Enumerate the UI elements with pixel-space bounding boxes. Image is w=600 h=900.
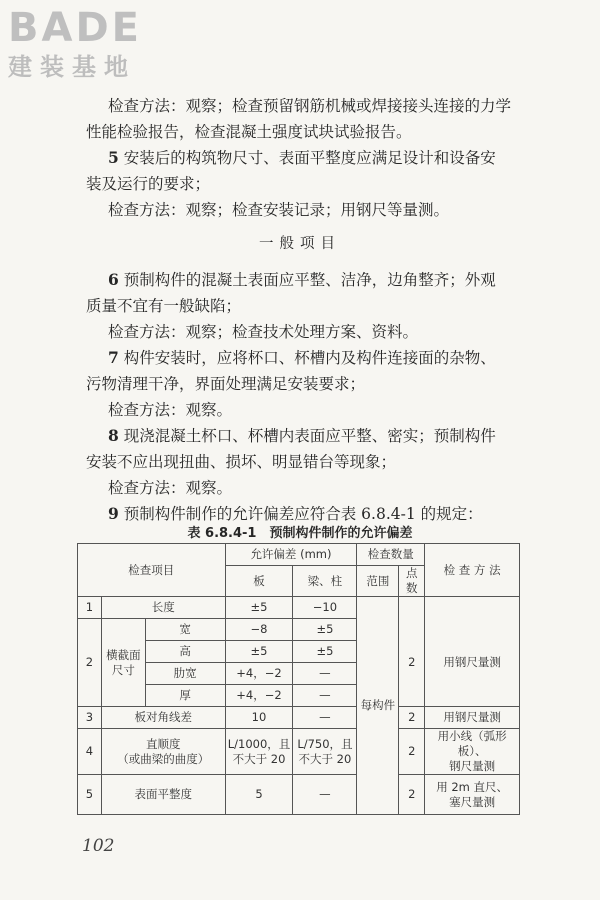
paragraph-line: 污物清理干净，界面处理满足安装要求； (86, 375, 366, 393)
paragraph-line: 检查方法：观察；检查安装记录；用钢尺等量测。 (108, 201, 450, 219)
paragraph-text: 安装后的构筑物尺寸、表面平整度应满足设计和设备安 (123, 149, 496, 167)
table-row (78, 775, 520, 815)
row-group: 横截面尺寸 (101, 619, 145, 707)
paragraph-line: 检查方法：观察；检查预留钢筋机械或焊接接头连接的力学 (108, 97, 512, 115)
table-row (78, 729, 520, 775)
table-caption: 表 6.8.4-1 预制构件制作的允许偏差 (187, 526, 413, 541)
header-beam: 梁、柱 (293, 566, 357, 597)
row-beam: ±5 (293, 619, 357, 641)
row-slab: 10 (225, 707, 293, 729)
row-beam (293, 729, 357, 775)
row-beam: −10 (293, 597, 357, 619)
logo-subtitle: 建装基地 (8, 53, 136, 81)
clause-8 (108, 426, 496, 446)
row-subitem: 肋宽 (145, 663, 225, 685)
row-beam: — (293, 663, 357, 685)
row-beam-line: L/750，且 (297, 736, 353, 751)
row-number: 3 (78, 707, 102, 729)
clause-5 (108, 148, 496, 168)
section-title: 一般项目 (259, 236, 341, 252)
clause-number: 9 (108, 504, 119, 523)
row-method (425, 729, 520, 775)
row-item-line: （或曲梁的曲度） (117, 751, 210, 766)
paragraph-line: 检查方法：观察。 (108, 479, 233, 497)
header-method: 检 查 方 法 (425, 544, 520, 597)
paragraph-text: 预制构件的混凝土表面应平整、洁净，边角整齐；外观 (123, 271, 496, 289)
row-method-empty (425, 597, 520, 619)
paragraph-line: 质量不宜有一般缺陷； (86, 297, 242, 315)
row-method: 用钢尺量测 (425, 619, 520, 707)
table-row (78, 597, 520, 619)
paragraph-line: 检查方法：观察。 (108, 401, 233, 419)
table-row (78, 619, 520, 641)
row-points: 2 (399, 775, 425, 815)
row-points-empty (399, 597, 425, 619)
page-number: 102 (82, 836, 115, 856)
row-slab: 5 (225, 775, 293, 815)
paragraph-line: 安装不应出现扭曲、损坏、明显错台等现象； (86, 453, 397, 471)
row-slab (225, 729, 293, 775)
header-scope: 范围 (357, 566, 399, 597)
row-number: 1 (78, 597, 102, 619)
row-subitem: 高 (145, 641, 225, 663)
row-slab-line: 不大于 20 (232, 751, 286, 766)
scope-cell: 每构件 (357, 597, 399, 815)
header-deviation: 允许偏差 (mm) (225, 544, 357, 566)
table-header-row (78, 544, 520, 566)
row-slab: +4，−2 (225, 663, 293, 685)
row-method-line: 塞尺量测 (449, 794, 496, 809)
clause-7 (108, 348, 496, 368)
watermark-logo (8, 6, 142, 82)
row-points: 2 (399, 619, 425, 707)
paragraph-text: 预制构件制作的允许偏差应符合表 6.8.4-1 的规定： (123, 505, 483, 523)
row-points: 2 (399, 729, 425, 775)
row-item (101, 729, 225, 775)
header-slab: 板 (225, 566, 293, 597)
logo-brand: BADE (8, 5, 142, 51)
row-number: 4 (78, 729, 102, 775)
row-item: 板对角线差 (101, 707, 225, 729)
row-subitem: 厚 (145, 685, 225, 707)
clause-6 (108, 270, 496, 290)
clause-number: 6 (108, 270, 119, 289)
row-method-line: 用 2m 直尺、 (436, 779, 509, 794)
tolerance-table (77, 543, 520, 815)
row-beam: — (293, 685, 357, 707)
clause-number: 7 (108, 348, 119, 367)
table-row (78, 707, 520, 729)
header-quantity: 检查数量 (357, 544, 425, 566)
row-subitem: 宽 (145, 619, 225, 641)
row-number: 2 (78, 619, 102, 707)
row-slab-line: L/1000，且 (227, 736, 291, 751)
row-method-line: 钢尺量测 (449, 759, 496, 773)
row-method: 用钢尺量测 (425, 707, 520, 729)
row-beam: ±5 (293, 641, 357, 663)
row-beam: — (293, 707, 357, 729)
paragraph-line: 性能检验报告，检查混凝土强度试块试验报告。 (86, 123, 412, 141)
clause-number: 5 (108, 148, 119, 167)
paragraph-line: 检查方法：观察；检查技术处理方案、资料。 (108, 323, 419, 341)
row-item: 表面平整度 (101, 775, 225, 815)
paragraph-text: 构件安装时，应将杯口、杯槽内及构件连接面的杂物、 (123, 349, 496, 367)
row-points: 2 (399, 707, 425, 729)
row-beam-line: 不大于 20 (298, 751, 352, 766)
row-item-line: 直顺度 (145, 736, 181, 751)
clause-number: 8 (108, 426, 119, 445)
clause-9 (108, 504, 483, 524)
row-slab: +4，−2 (225, 685, 293, 707)
row-method (425, 775, 520, 815)
row-slab: ±5 (225, 641, 293, 663)
row-slab: ±5 (225, 597, 293, 619)
row-slab: −8 (225, 619, 293, 641)
header-points: 点数 (399, 566, 425, 597)
paragraph-line: 装及运行的要求； (86, 175, 211, 193)
row-number: 5 (78, 775, 102, 815)
row-beam: — (293, 775, 357, 815)
paragraph-text: 现浇混凝土杯口、杯槽内表面应平整、密实；预制构件 (123, 427, 496, 445)
row-item: 长度 (101, 597, 225, 619)
header-item: 检查项目 (78, 544, 226, 597)
row-method-line: 用小线（弧形板）、 (437, 729, 507, 758)
